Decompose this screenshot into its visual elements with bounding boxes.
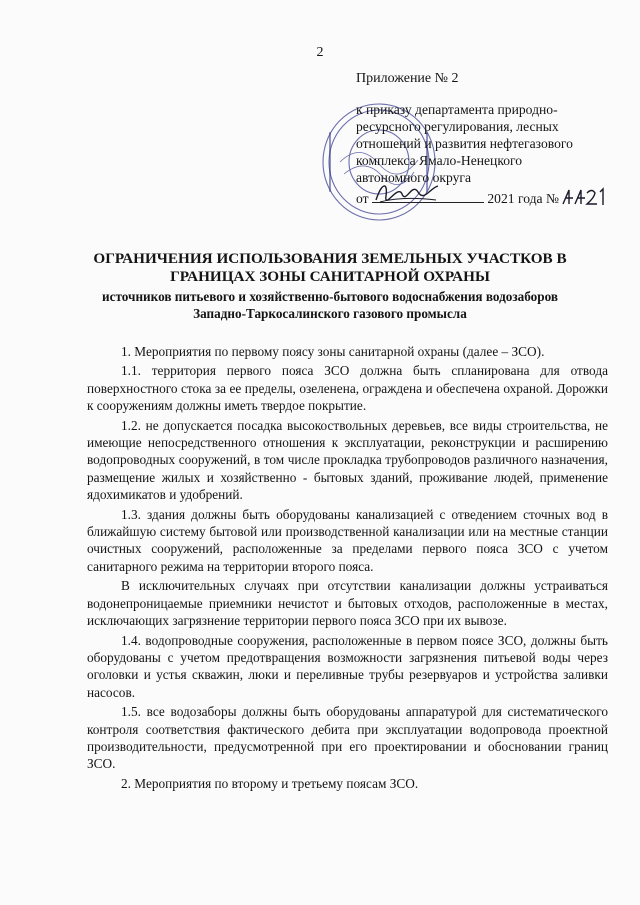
paragraph: 2. Мероприятия по второму и третьему поясам ЗСО. bbox=[121, 775, 419, 791]
paragraph: 1.4. водопроводные сооружения, расположенные в первом поясе ЗСО, должны быть оборудованы с учетом предотвращения возможности загрязнения питьевой воды через оголовки и устья скважин, люки и переливные трубы резервуаров и устройства заливки насосов. bbox=[87, 632, 608, 700]
subtitle-line: источников питьевого и хозяйственно-бытового водоснабжения водозаборов bbox=[102, 289, 558, 304]
annex-line: комплекса Ямало-Ненецкого bbox=[356, 153, 523, 168]
order-year-text: 2021 года № bbox=[487, 191, 559, 206]
annex-block bbox=[356, 70, 618, 207]
paragraph: 1.3. здания должны быть оборудованы канализацией с отведением сточных вод в ближайшую систему бытовой или производственной канализации или на местные станции очистных сооружений, расположенные за пределами первого пояса ЗСО с учетом санитарного режима на территории второго пояса. bbox=[87, 506, 608, 574]
order-date-line bbox=[356, 188, 618, 207]
paragraph: 1.5. все водозаборы должны быть оборудованы аппаратурой для систематического контроля соответствия фактического дебита при эксплуатации водопровода проектной производительности, предусмотренной при его проектировании и обосновании границ ЗСО. bbox=[87, 704, 608, 772]
annex-line: ресурсного регулирования, лесных bbox=[356, 119, 559, 134]
annex-title: Приложение № 2 bbox=[356, 71, 459, 86]
annex-line: к приказу департамента природно- bbox=[356, 102, 558, 117]
annex-line: автономного округа bbox=[356, 170, 472, 185]
document-body bbox=[87, 343, 608, 792]
title-line: ОГРАНИЧЕНИЯ ИСПОЛЬЗОВАНИЯ ЗЕМЕЛЬНЫХ УЧАСТКОВ В bbox=[93, 250, 567, 267]
document-title bbox=[60, 250, 600, 286]
document-subtitle bbox=[60, 288, 600, 322]
annex-line: отношений и развития нефтегазового bbox=[356, 136, 573, 151]
paragraph: 1.1. территория первого пояса ЗСО должна быть спланирована для отвода поверхностного стока за ее пределы, озеленена, ограждена и обеспечена охраной. Дорожки к сооружениям должны иметь твердое покрытие. bbox=[87, 363, 608, 414]
page-number: 2 bbox=[316, 45, 324, 60]
date-blank bbox=[372, 188, 484, 203]
subtitle-line: Западно-Таркосалинского газового промысла bbox=[193, 306, 467, 321]
date-prefix: от bbox=[356, 191, 369, 206]
paragraph: В исключительных случаях при отсутствии канализации должны устраиваться водонепроницаемые приемники нечистот и бытовых отходов, расположенные в местах, исключающих загрязнение территории первого пояса ЗСО при их вывозе. bbox=[87, 578, 608, 629]
title-line: ГРАНИЦАХ ЗОНЫ САНИТАРНОЙ ОХРАНЫ bbox=[170, 268, 490, 285]
paragraph: 1.2. не допускается посадка высокоствольных деревьев, все виды строительства, не имеющие непосредственного отношения к эксплуатации, реконструкции и расширению водопроводных сооружений, в том числе прокладка трубопроводов различного назначения, размещение жилых и хозяйственно - бытовых зданий, проживание людей, применение ядохимикатов и удобрений. bbox=[87, 417, 608, 503]
paragraph: 1. Мероприятия по первому поясу зоны санитарной охраны (далее – ЗСО). bbox=[121, 344, 545, 359]
